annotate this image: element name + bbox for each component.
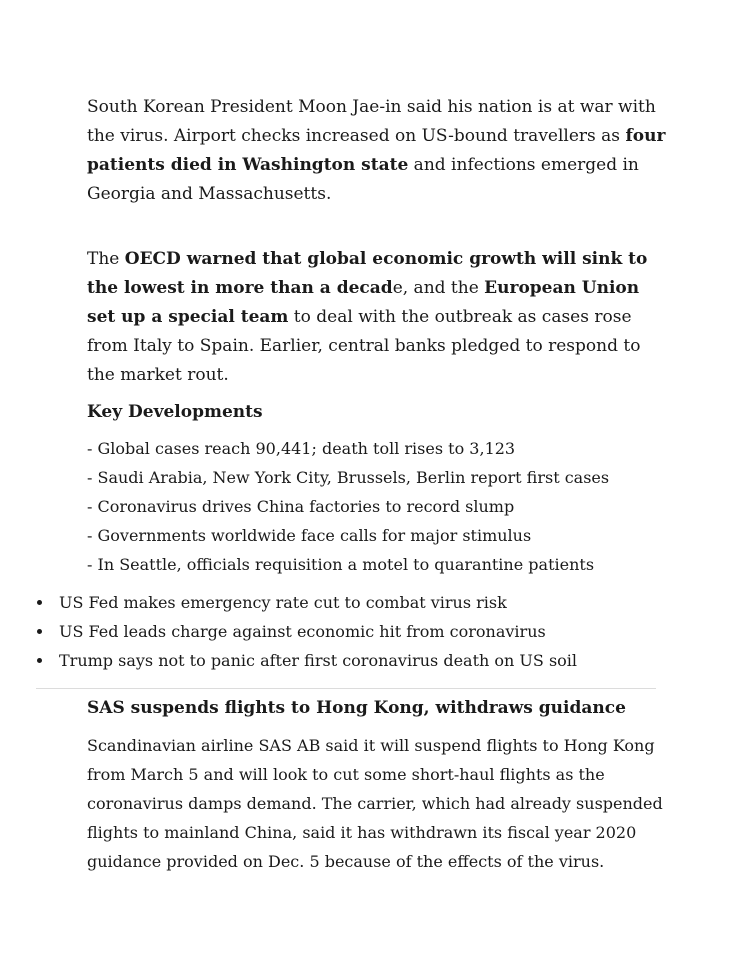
paragraph-oecd [87,245,667,390]
development-item: - Coronavirus drives China factories to record slump [87,497,515,516]
bullet-icon [37,600,42,605]
related-link-item[interactable] [30,617,670,646]
related-links-list [30,588,670,675]
bullet-icon [37,658,42,663]
related-link-item[interactable] [30,588,670,617]
sas-heading: SAS suspends flights to Hong Kong, withdraws guidance [87,698,626,718]
para2-text1: The [87,249,125,269]
development-item: - Saudi Arabia, New York City, Brussels, Berlin report first cases [87,468,610,487]
development-item: - Governments worldwide face calls for major stimulus [87,526,532,545]
development-item: - In Seattle, officials requisition a motel to quarantine patients [87,555,595,574]
para1-text2: and infections emerged in Georgia and Massachusetts. [87,155,639,204]
key-developments-list [87,434,687,579]
related-link-text[interactable]: US Fed makes emergency rate cut to combat virus risk [59,593,507,612]
related-link-item[interactable] [30,646,670,675]
related-link-text[interactable]: Trump says not to panic after first coronavirus death on US soil [59,651,578,670]
development-item: - Global cases reach 90,441; death toll rises to 3,123 [87,439,516,458]
para1-bold-washington: four patients died in Washington state [87,126,666,175]
section-divider [36,688,656,689]
bullet-icon [37,629,42,634]
para2-bold-oecd: OECD warned that global economic growth will sink to the lowest in more than a decad [87,249,648,298]
para1-text1: South Korean President Moon Jae-in said his nation is at war with the virus. Airport checks increased on US-bound travellers as [87,97,656,146]
related-link-text[interactable]: US Fed leads charge against economic hit from coronavirus [59,622,546,641]
para2-text2: e, and the [392,278,485,298]
key-developments-heading: Key Developments [87,402,263,422]
paragraph-south-korea [87,93,667,209]
para2-text3: to deal with the outbreak as cases rose from Italy to Spain. Earlier, central banks pledged to respond to the market rout. [87,307,641,385]
paragraph-sas: Scandinavian airline SAS AB said it will suspend flights to Hong Kong from March 5 and will look to cut some short-haul flights as the coronavirus damps demand. The carrier, which had already suspended flights to mainland China, said it has withdrawn its fiscal year 2020 guidance provided on Dec. 5 because of the effects of the virus. [87,736,663,871]
para2-bold-eu: European Union set up a special team [87,278,640,327]
